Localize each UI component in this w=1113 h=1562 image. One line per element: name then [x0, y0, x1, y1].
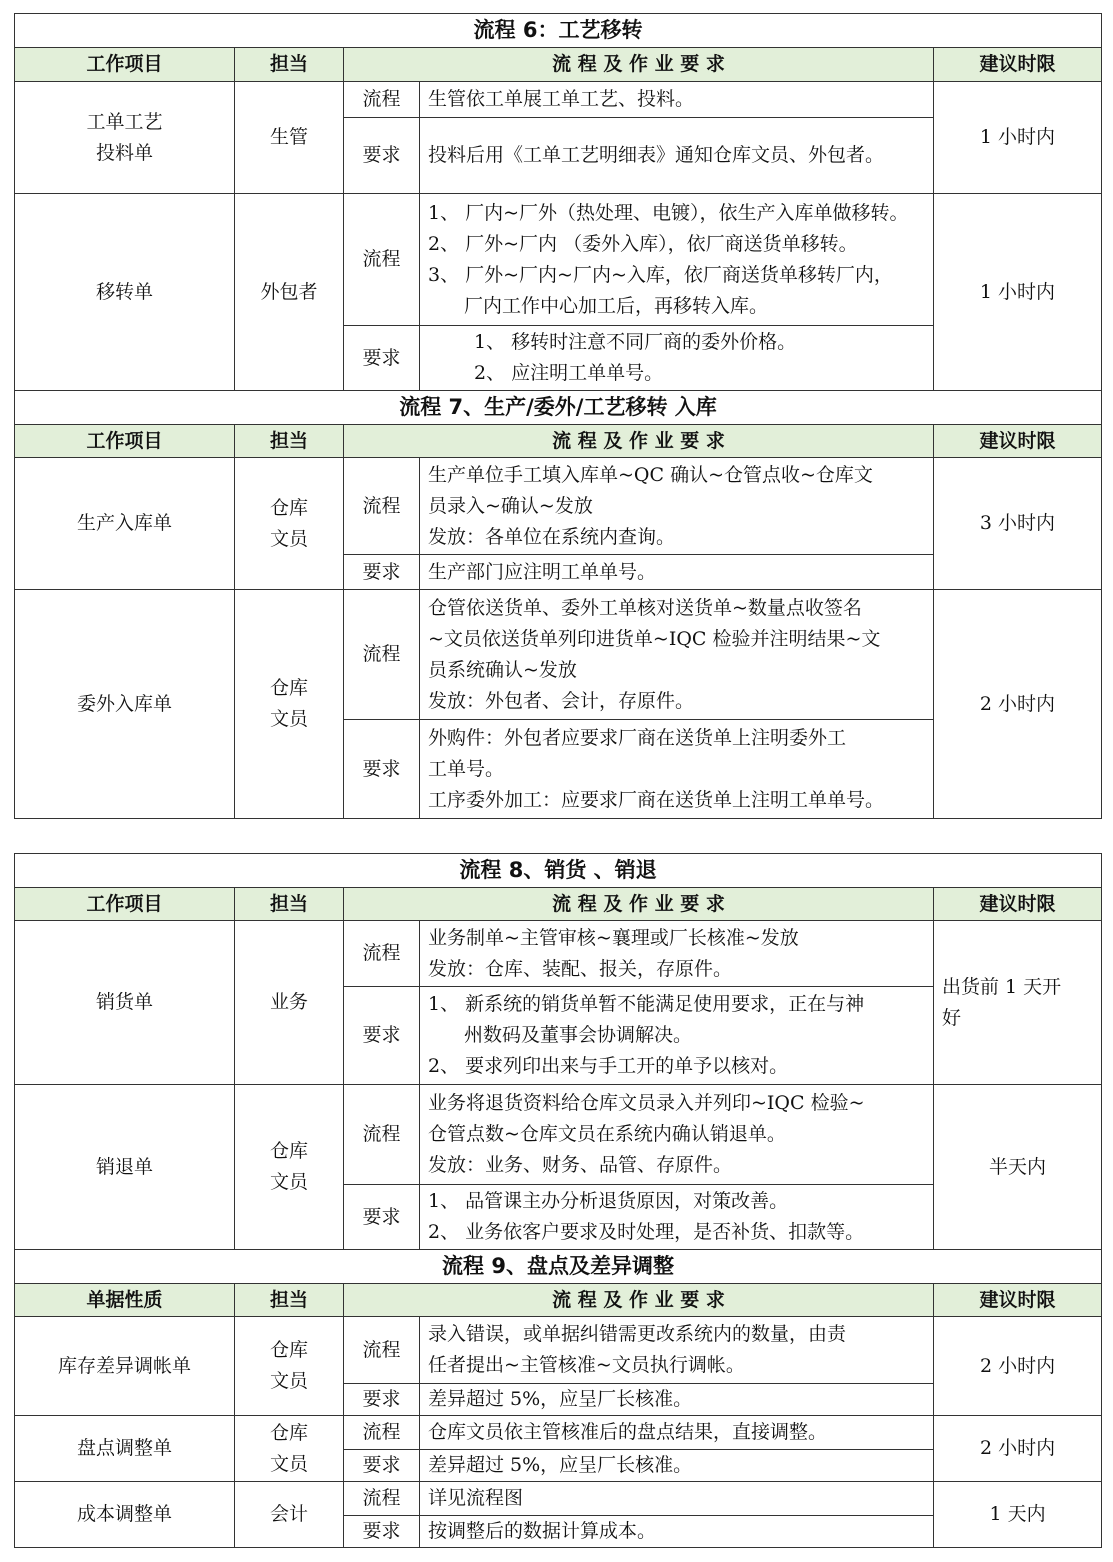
- time-limit-cell: 1 小时内: [934, 194, 1102, 391]
- flow-text: 详见流程图: [420, 1482, 934, 1516]
- flow-label: 流程: [344, 1482, 420, 1516]
- requirement-label: 要求: [344, 987, 420, 1085]
- work-item-cell: 工单工艺 投料单: [15, 82, 235, 194]
- header-item: 工作项目: [15, 888, 235, 921]
- requirement-label: 要求: [344, 118, 420, 194]
- flow-label: 流程: [344, 458, 420, 555]
- requirement-text: 差异超过 5%，应呈厂长核准。: [420, 1384, 934, 1416]
- owner-cell: 仓库 文员: [235, 590, 344, 819]
- time-limit-cell: 2 小时内: [934, 590, 1102, 819]
- header-item: 单据性质: [15, 1284, 235, 1317]
- owner-cell: 仓库 文员: [235, 1317, 344, 1416]
- header-time-limit: 建议时限: [934, 1284, 1102, 1317]
- requirement-text: 差异超过 5%，应呈厂长核准。: [420, 1450, 934, 1482]
- flow-label: 流程: [344, 590, 420, 720]
- owner-cell: 仓库 文员: [235, 1085, 344, 1250]
- header-owner: 担当: [235, 888, 344, 921]
- process-table-2: [14, 853, 1102, 1548]
- section-title: 流程 6：工艺移转: [15, 14, 1102, 48]
- flow-label: 流程: [344, 82, 420, 118]
- requirement-label: 要求: [344, 720, 420, 819]
- flow-label: 流程: [344, 1085, 420, 1185]
- flow-label: 流程: [344, 921, 420, 987]
- requirement-label: 要求: [344, 1516, 420, 1548]
- flow-label: 流程: [344, 194, 420, 326]
- owner-cell: 会计: [235, 1482, 344, 1548]
- flow-label: 流程: [344, 1416, 420, 1450]
- requirement-label: 要求: [344, 1450, 420, 1482]
- requirement-label: 要求: [344, 1185, 420, 1250]
- work-item-cell: 成本调整单: [15, 1482, 235, 1548]
- header-item: 工作项目: [15, 425, 235, 458]
- requirement-label: 要求: [344, 1384, 420, 1416]
- time-limit-cell: 1 天内: [934, 1482, 1102, 1548]
- time-limit-cell: 2 小时内: [934, 1416, 1102, 1482]
- header-owner: 担当: [235, 425, 344, 458]
- flow-text: 生管依工单展工单工艺、投料。: [420, 82, 934, 118]
- owner-cell: 生管: [235, 82, 344, 194]
- time-limit-cell: 1 小时内: [934, 82, 1102, 194]
- owner-cell: 仓库 文员: [235, 1416, 344, 1482]
- flow-text: 仓库文员依主管核准后的盘点结果，直接调整。: [420, 1416, 934, 1450]
- owner-cell: 业务: [235, 921, 344, 1085]
- flow-label: 流程: [344, 1317, 420, 1384]
- work-item-cell: 委外入库单: [15, 590, 235, 819]
- header-time-limit: 建议时限: [934, 425, 1102, 458]
- owner-cell: 仓库 文员: [235, 458, 344, 590]
- time-limit-cell: 2 小时内: [934, 1317, 1102, 1416]
- requirement-text: 1、 品管课主办分析退货原因，对策改善。 2、 业务依客户要求及时处理，是否补货、扣款等。: [420, 1185, 934, 1250]
- header-owner: 担当: [235, 1284, 344, 1317]
- work-item-cell: 盘点调整单: [15, 1416, 235, 1482]
- requirement-text: 1、 移转时注意不同厂商的委外价格。 2、 应注明工单单号。: [420, 326, 934, 391]
- flow-text: 生产单位手工填入库单~QC 确认~仓管点收~仓库文 员录入~确认~发放 发放：各单位在系统内查询。: [420, 458, 934, 555]
- time-limit-cell: 3 小时内: [934, 458, 1102, 590]
- work-item-cell: 销货单: [15, 921, 235, 1085]
- time-limit-cell: 出货前 1 天开 好: [934, 921, 1102, 1085]
- process-table-1: [14, 13, 1102, 819]
- requirement-text: 外购件：外包者应要求厂商在送货单上注明委外工 工单号。 工序委外加工：应要求厂商在送货单上注明工单单号。: [420, 720, 934, 819]
- header-time-limit: 建议时限: [934, 48, 1102, 82]
- flow-text: 仓管依送货单、委外工单核对送货单~数量点收签名 ~文员依送货单列印进货单~IQC 检验并注明结果~文 员系统确认~发放 发放：外包者、会计，存原件。: [420, 590, 934, 720]
- flow-text: 业务制单~主管审核~襄理或厂长核准~发放 发放：仓库、装配、报关，存原件。: [420, 921, 934, 987]
- section-title: 流程 7、生产/委外/工艺移转 入库: [15, 391, 1102, 425]
- requirement-text: 生产部门应注明工单单号。: [420, 555, 934, 590]
- header-requirements: 流 程 及 作 业 要 求: [344, 425, 934, 458]
- header-requirements: 流 程 及 作 业 要 求: [344, 48, 934, 82]
- header-requirements: 流 程 及 作 业 要 求: [344, 888, 934, 921]
- requirement-text: 按调整后的数据计算成本。: [420, 1516, 934, 1548]
- work-item-cell: 移转单: [15, 194, 235, 391]
- section-title: 流程 9、盘点及差异调整: [15, 1250, 1102, 1284]
- header-item: 工作项目: [15, 48, 235, 82]
- work-item-cell: 生产入库单: [15, 458, 235, 590]
- flow-text: 业务将退货资料给仓库文员录入并列印~IQC 检验~ 仓管点数~仓库文员在系统内确认销退单。 发放：业务、财务、品管、存原件。: [420, 1085, 934, 1185]
- requirement-text: 投料后用《工单工艺明细表》通知仓库文员、外包者。: [420, 118, 934, 194]
- flow-text: 录入错误，或单据纠错需更改系统内的数量，由责 任者提出~主管核准~文员执行调帐。: [420, 1317, 934, 1384]
- section-title: 流程 8、销货 、销退: [15, 854, 1102, 888]
- header-requirements: 流 程 及 作 业 要 求: [344, 1284, 934, 1317]
- header-time-limit: 建议时限: [934, 888, 1102, 921]
- requirement-label: 要求: [344, 555, 420, 590]
- time-limit-cell: 半天内: [934, 1085, 1102, 1250]
- requirement-text: 1、 新系统的销货单暂不能满足使用要求，正在与神 州数码及董事会协调解决。 2、 要求列印出来与手工开的单予以核对。: [420, 987, 934, 1085]
- work-item-cell: 销退单: [15, 1085, 235, 1250]
- header-owner: 担当: [235, 48, 344, 82]
- flow-text: 1、 厂内~厂外（热处理、电镀），依生产入库单做移转。 2、 厂外~厂内 （委外入库），依厂商送货单移转。 3、 厂外~厂内~厂内~入库，依厂商送货单移转厂内， 厂内工作中心加工后，再移转入库。: [420, 194, 934, 326]
- work-item-cell: 库存差异调帐单: [15, 1317, 235, 1416]
- requirement-label: 要求: [344, 326, 420, 391]
- owner-cell: 外包者: [235, 194, 344, 391]
